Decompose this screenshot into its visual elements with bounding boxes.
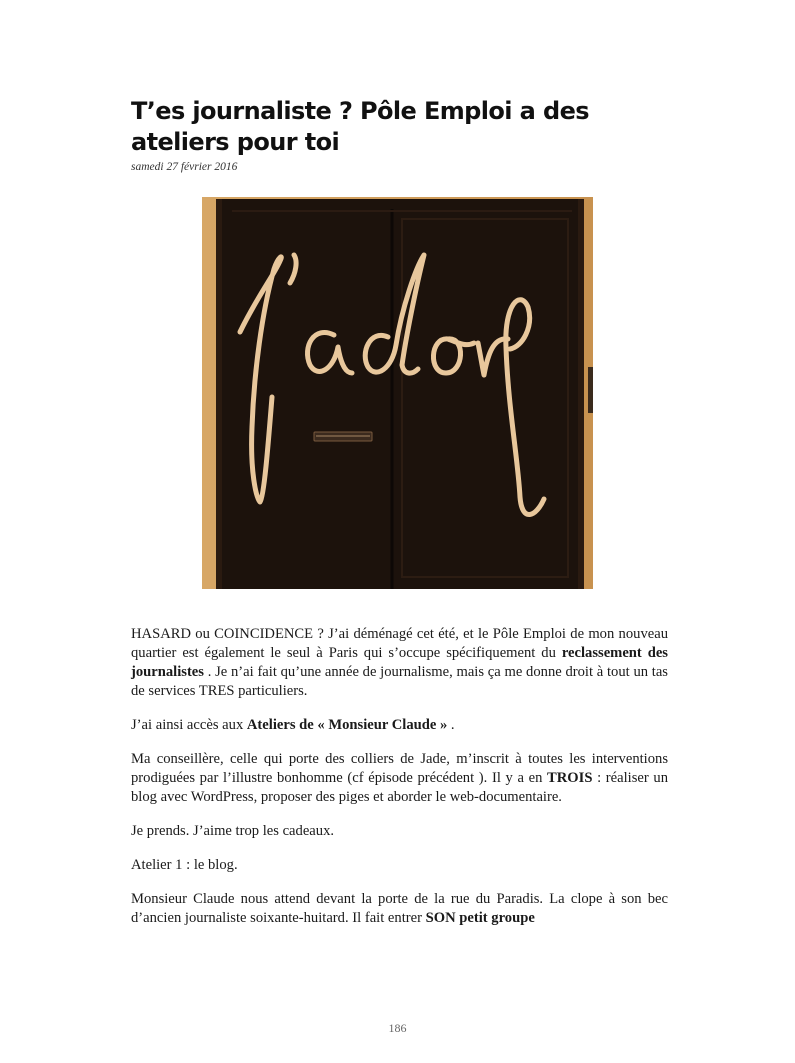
paragraph-6: Monsieur Claude nous attend devant la porte de la rue du Paradis. La clope à son bec d’ancien journaliste soixante-huitard. Il fait entrer SON petit groupe — [131, 891, 668, 926]
paragraph-1: HASARD ou COINCIDENCE ? J’ai déménagé cet été, et le Pôle Emploi de mon nouveau quartier est également le seul à Paris qui s’occupe spécifiquement du reclassement des journalistes . Je n’ai fait qu’une année de journalisme, mais ça me donne droit à tout un tas de services TRES particuliers. — [131, 626, 668, 699]
jadore-door-photo — [202, 197, 593, 589]
page-number: 186 — [388, 1021, 407, 1035]
article-body — [131, 625, 668, 928]
article-date: samedi 27 février 2016 — [131, 161, 238, 173]
paragraph-3: Ma conseillère, celle qui porte des colliers de Jade, m’inscrit à toutes les interventions prodiguées par l’illustre bonhomme (cf épisode précédent ). Il y a en TROIS : réaliser un blog avec WordPress, proposer des piges et aborder le web-documentaire. — [131, 751, 668, 805]
article-title: T’es journaliste ? Pôle Emploi a des ateliers pour toi — [131, 97, 589, 156]
bold-phrase: TROIS — [547, 770, 593, 786]
paragraph-5: Atelier 1 : le blog. — [131, 857, 238, 873]
paragraph-2: J’ai ainsi accès aux Ateliers de « Monsieur Claude » . — [131, 717, 455, 733]
bold-phrase: Ateliers de « Monsieur Claude » — [246, 717, 448, 733]
door — [216, 199, 584, 589]
paragraph-4: Je prends. J’aime trop les cadeaux. — [131, 823, 335, 839]
bold-phrase: reclassement des journalistes — [131, 645, 668, 680]
bold-phrase: SON petit groupe — [425, 910, 535, 926]
